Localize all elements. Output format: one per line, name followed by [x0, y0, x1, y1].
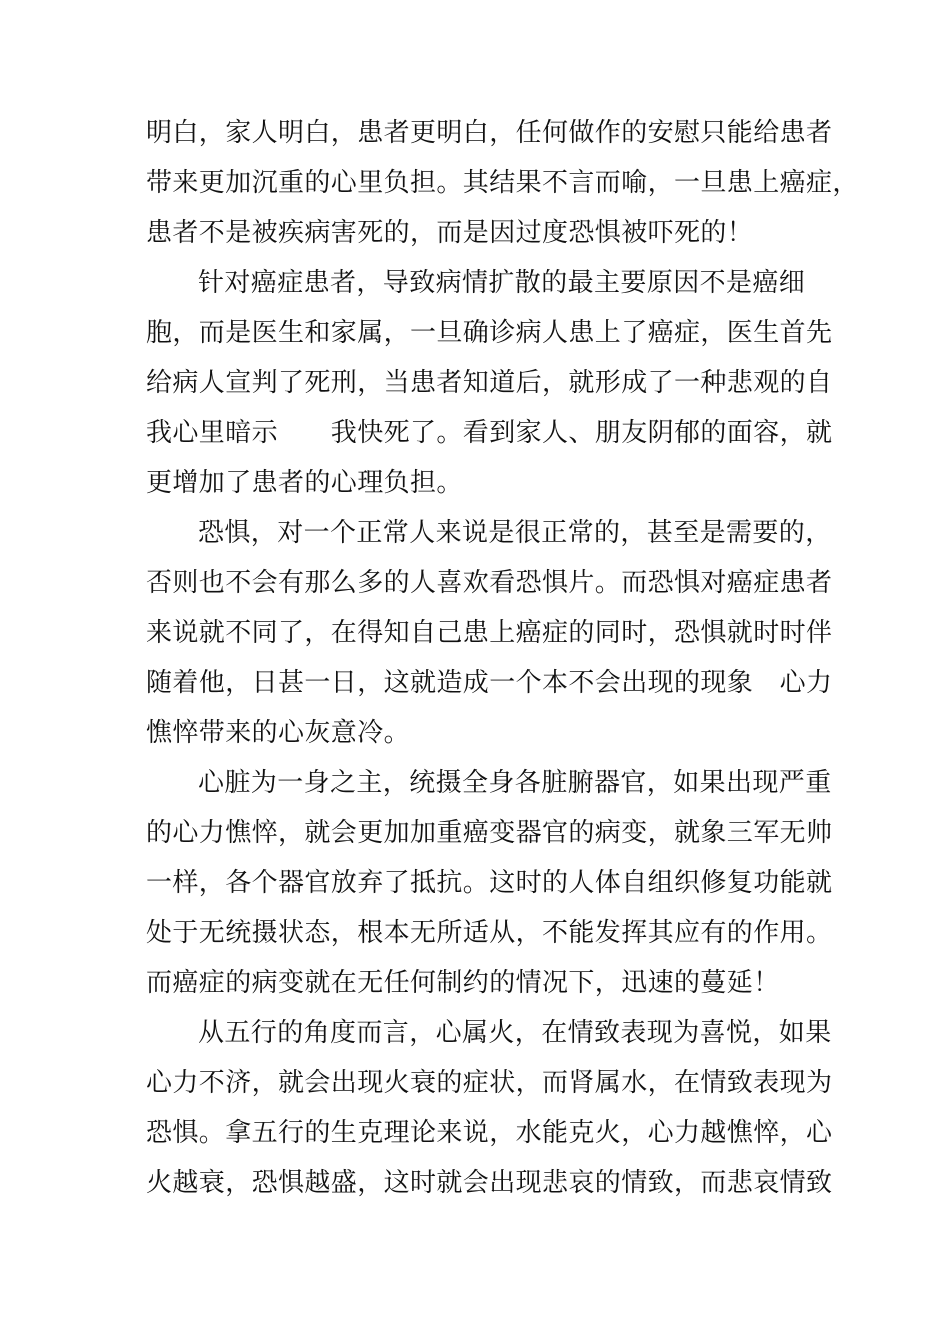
text-line: 胞，而是医生和家属，一旦确诊病人患上了癌症，医生首先	[146, 318, 833, 348]
paragraph-start-line: 心脏为一身之主，统摄全身各脏腑器官，如果出现严重	[198, 768, 832, 798]
paragraph-start-line: 针对癌症患者，导致病情扩散的最主要原因不是癌细	[198, 268, 806, 298]
text-line: 一样，各个器官放弃了抵抗。这时的人体自组织修复功能就	[146, 868, 833, 898]
text-line: 心力不济，就会出现火衰的症状，而肾属水，在情致表现为	[146, 1068, 833, 1098]
text-line: 憔悴带来的心灰意冷。	[146, 718, 411, 748]
text-line: 更增加了患者的心理负担。	[146, 468, 463, 498]
text-line: 我心里暗示 我快死了。看到家人、朋友阴郁的面容，就	[146, 418, 833, 448]
paragraph-start-line: 恐惧，对一个正常人来说是很正常的，甚至是需要的，	[198, 518, 832, 548]
text-line: 的心力憔悴，就会更加加重癌变器官的病变，就象三军无帅	[146, 818, 833, 848]
text-line: 处于无统摄状态，根本无所适从，不能发挥其应有的作用。	[146, 918, 833, 948]
text-line: 而癌症的病变就在无任何制约的情况下，迅速的蔓延！	[146, 968, 780, 998]
text-line: 来说就不同了，在得知自己患上癌症的同时，恐惧就时时伴	[146, 618, 833, 648]
text-line: 随着他，日甚一日，这就造成一个本不会出现的现象 心力	[146, 668, 833, 698]
text-line: 火越衰，恐惧越盛，这时就会出现悲哀的情致，而悲哀情致	[146, 1168, 833, 1198]
text-line: 给病人宣判了死刑，当患者知道后，就形成了一种悲观的自	[146, 368, 833, 398]
text-line: 明白，家人明白，患者更明白，任何做作的安慰只能给患者	[146, 118, 833, 148]
text-line: 带来更加沉重的心里负担。其结果不言而喻，一旦患上癌症，	[146, 168, 859, 198]
text-line: 恐惧。拿五行的生克理论来说，水能克火，心力越憔悴，心	[146, 1118, 833, 1148]
text-line: 患者不是被疾病害死的，而是因过度恐惧被吓死的！	[146, 218, 754, 248]
paragraph-start-line: 从五行的角度而言，心属火，在情致表现为喜悦，如果	[198, 1018, 832, 1048]
text-line: 否则也不会有那么多的人喜欢看恐惧片。而恐惧对癌症患者	[146, 568, 833, 598]
